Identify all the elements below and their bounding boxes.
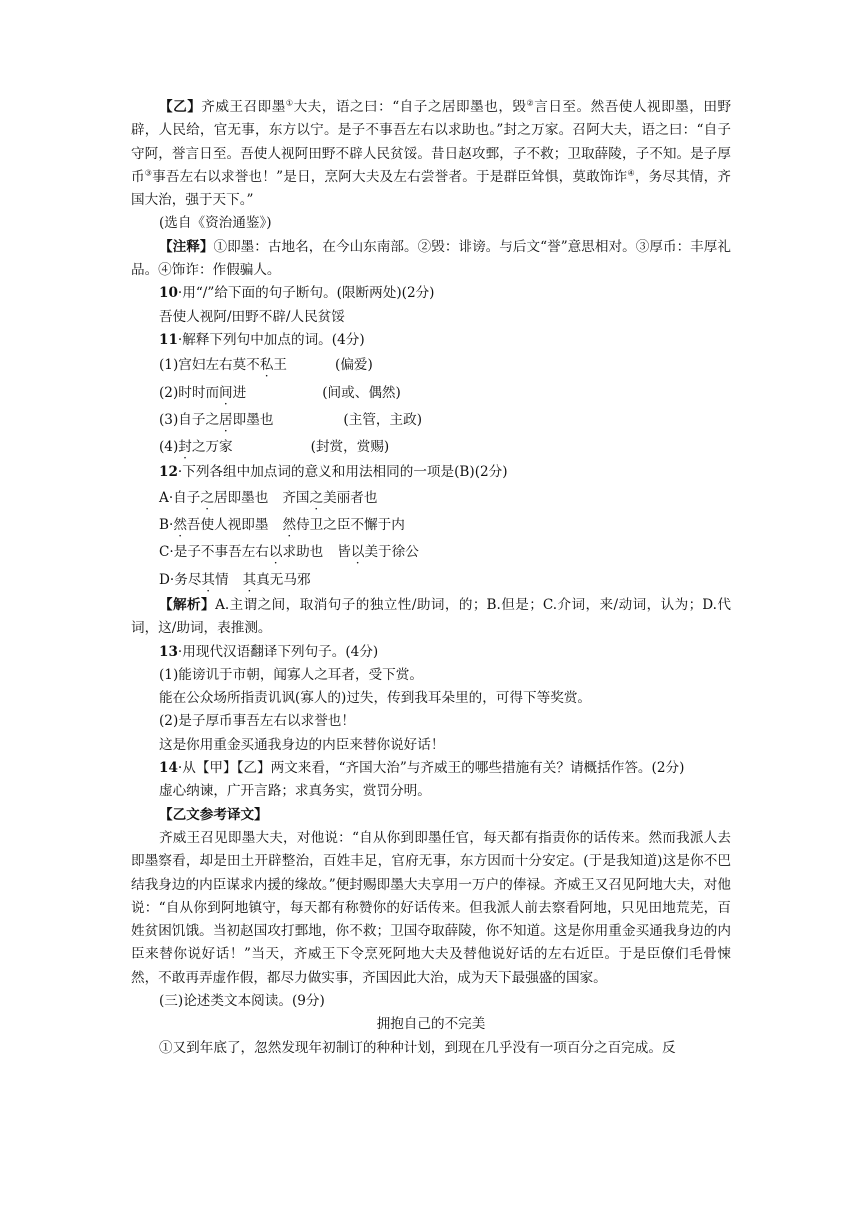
option-text: 美丽者也 [323,489,378,506]
footnote-marker: ④ [627,168,635,178]
dotted-word: 以 [350,544,365,561]
item-text: 进 [232,384,247,401]
option-text: 求助也 [282,544,324,561]
dotted-word: 然 [282,517,297,534]
question-text: ·用现代汉语翻译下列句子。(4分) [177,643,379,660]
note-text: ①即墨：古地名，在今山东南部。②毁：诽谤。与后文“誉”意思相对。③厚币：丰厚礼品。④饰诈：作假骗人。 [131,238,731,279]
yi-text-part: 言日至。然吾使人视即墨，田野辟，人民给，官无事，东方以宁。是子不事吾左右以求助也。”封之万家。召阿大夫，语之曰：“自子守阿，誉言日至。吾使人视阿田野不辟人民贫馁。昔日赵攻鄄，子不救；卫取薛陵，子不知。是子厚币 [131,99,732,185]
question-number: 12 [159,464,178,481]
item-text: 即墨也 [232,411,274,428]
essay-title: 拥抱自己的不完美 [376,1016,486,1033]
option-text: 情 [215,571,229,588]
answer-10: 吾使人视阿/田野不辟/人民贫馁 [159,308,345,325]
question-11 [131,329,731,352]
q12-analysis [131,594,731,641]
q11-item [131,352,731,379]
item-text: (4) [159,439,179,456]
option-text: 居即墨也 [213,489,269,506]
question-13 [131,641,731,664]
q11-item [131,434,731,461]
q11-item [131,380,731,407]
section-heading: (三)论述类文本阅读。(9分) [159,992,325,1009]
q13-sentence-2: (2)是子厚币事吾左右以求誉也！ [159,713,355,730]
option-letter: C [159,544,170,561]
yi-text-part: 大夫，语之曰：“自子之居即墨也，毁 [293,99,527,115]
q12-option-d [131,567,731,594]
item-answer: (偏爱) [335,357,373,374]
translation-heading: 【乙文参考译文】 [159,806,268,823]
yi-passage [131,96,731,212]
question-number: 13 [159,643,178,660]
item-text: (1)宫妇左右莫不 [159,357,260,374]
option-letter: B [159,517,169,534]
yi-text-part: 齐威王召即墨 [201,99,286,115]
answer-14: 虚心纳谏，广开言路；求真务实，赏罚分明。 [159,783,431,800]
item-answer: (主管，主政) [343,411,422,428]
q13-answer-2: 这是你用重金买通我身边的内臣来替你说好话！ [159,736,445,753]
item-text: 之万家 [191,439,233,456]
dotted-word: 封 [178,439,192,456]
question-text: ·解释下列句中加点的词。(4分) [177,331,365,348]
item-text: (3)自子之 [159,411,220,428]
annotation-note [131,236,731,283]
analysis-label: 【解析】 [159,596,216,613]
item-text: 王 [273,357,288,374]
translation-text: 齐威王召见即墨大夫，对他说：“自从你到即墨任官，每天都有指责你的话传来。然而我派人去即墨察看，却是田土开辟整治，百姓丰足，官府无事，东方因而十分安定。(于是我知道)这是你不巴结我身边的内臣谋求内援的缘故。”便封赐即墨大夫享用一万户的俸禄。齐威王又召见阿地大夫，对他说：“自从你到阿地镇守，每天都有称赞你的好话传来。但我派人前去察看阿地，只见田地荒芜，百姓贫困饥饿。当初赵国攻打鄄地，你不救；卫国夺取薛陵，你不知道。这是你用重金买通我身边的内臣来替你说好话！”当天，齐威王下令烹死阿地大夫及替他说好话的左右近臣。于是臣僚们毛骨悚然，不敢再弄虚作假，都尽力做实事，齐国因此大治，成为天下最强盛的国家。 [131,829,731,986]
option-text: 皆 [337,544,351,561]
option-text: 吾使人视即墨 [186,517,269,534]
option-text: ·自子 [168,489,201,506]
option-text: ·务尽 [169,571,202,588]
question-10 [131,282,731,305]
dotted-word: 其 [242,571,257,588]
q12-option-b [131,512,731,539]
item-answer: (间或、偶然) [322,384,401,401]
yi-label: 【乙】 [159,99,202,115]
question-number: 14 [159,760,178,777]
dotted-word: 然 [173,517,187,534]
dotted-word: 居 [219,411,233,428]
source-citation: (选自《资治通鉴》) [159,215,272,232]
essay-paragraph-1: ①又到年底了，忽然发现年初制订的种种计划，到现在几乎没有一项百分之百完成。反 [159,1039,676,1056]
q11-item [131,407,731,434]
dotted-word: 其 [201,571,216,588]
option-letter: A [159,489,169,506]
dotted-word: 之 [200,489,214,506]
option-letter: D [159,571,170,588]
footnote-marker: ③ [144,168,153,178]
question-number: 11 [159,331,178,348]
question-text: ·用“/”给下面的句子断句。(限断两处)(2分) [177,285,435,302]
question-number: 10 [159,285,178,302]
q13-answer-1: 能在公众场所指责讥讽(寡人的)过失，传到我耳朵里的，可得下等奖赏。 [159,690,592,707]
item-answer: (封赏，赏赐) [310,439,390,456]
analysis-text: A.主谓之间，取消句子的独立性/助词，的；B.但是；C.介词，来/动词，认为；D.代词，这/助词，表推测。 [131,596,731,637]
dotted-word: 以 [268,544,283,561]
option-text: · [169,517,174,534]
question-text: ·下列各组中加点词的意义和用法相同的一项是(B)(2分) [177,464,508,481]
dotted-word: 之 [309,489,324,506]
question-14 [131,757,731,780]
dotted-word: 间 [219,384,233,401]
question-12 [131,461,731,484]
option-text: ·是子不事吾左右 [169,544,269,561]
q12-option-a [131,485,731,512]
option-text: 侍卫之臣不懈于内 [296,517,405,534]
q13-sentence-1: (1)能谤讥于市朝，闻寡人之耳者，受下赏。 [159,666,423,683]
item-text: (2)时时而 [159,384,220,401]
question-text: ·从【甲】【乙】两文来看，“齐国大治”与齐威王的哪些措施有关？请概括作答。(2分) [177,760,685,777]
q12-option-c [131,539,731,566]
note-label: 【注释】 [159,238,214,255]
footnote-marker: ① [285,98,294,108]
option-text: 真无马邪 [256,571,311,588]
option-text: 齐国 [282,489,310,506]
dotted-word: 私 [259,357,274,374]
document-page [131,96,731,1060]
footnote-marker: ② [526,98,535,108]
yi-text-part: ，务尽其情，齐国大治，强于天下。” [131,168,732,209]
option-text: 美于徐公 [364,544,419,561]
yi-text-part: 事吾左右以求誉也！”是日，烹阿大夫及左右尝誉者。于是群臣耸惧，莫敢饰诈 [152,168,628,185]
